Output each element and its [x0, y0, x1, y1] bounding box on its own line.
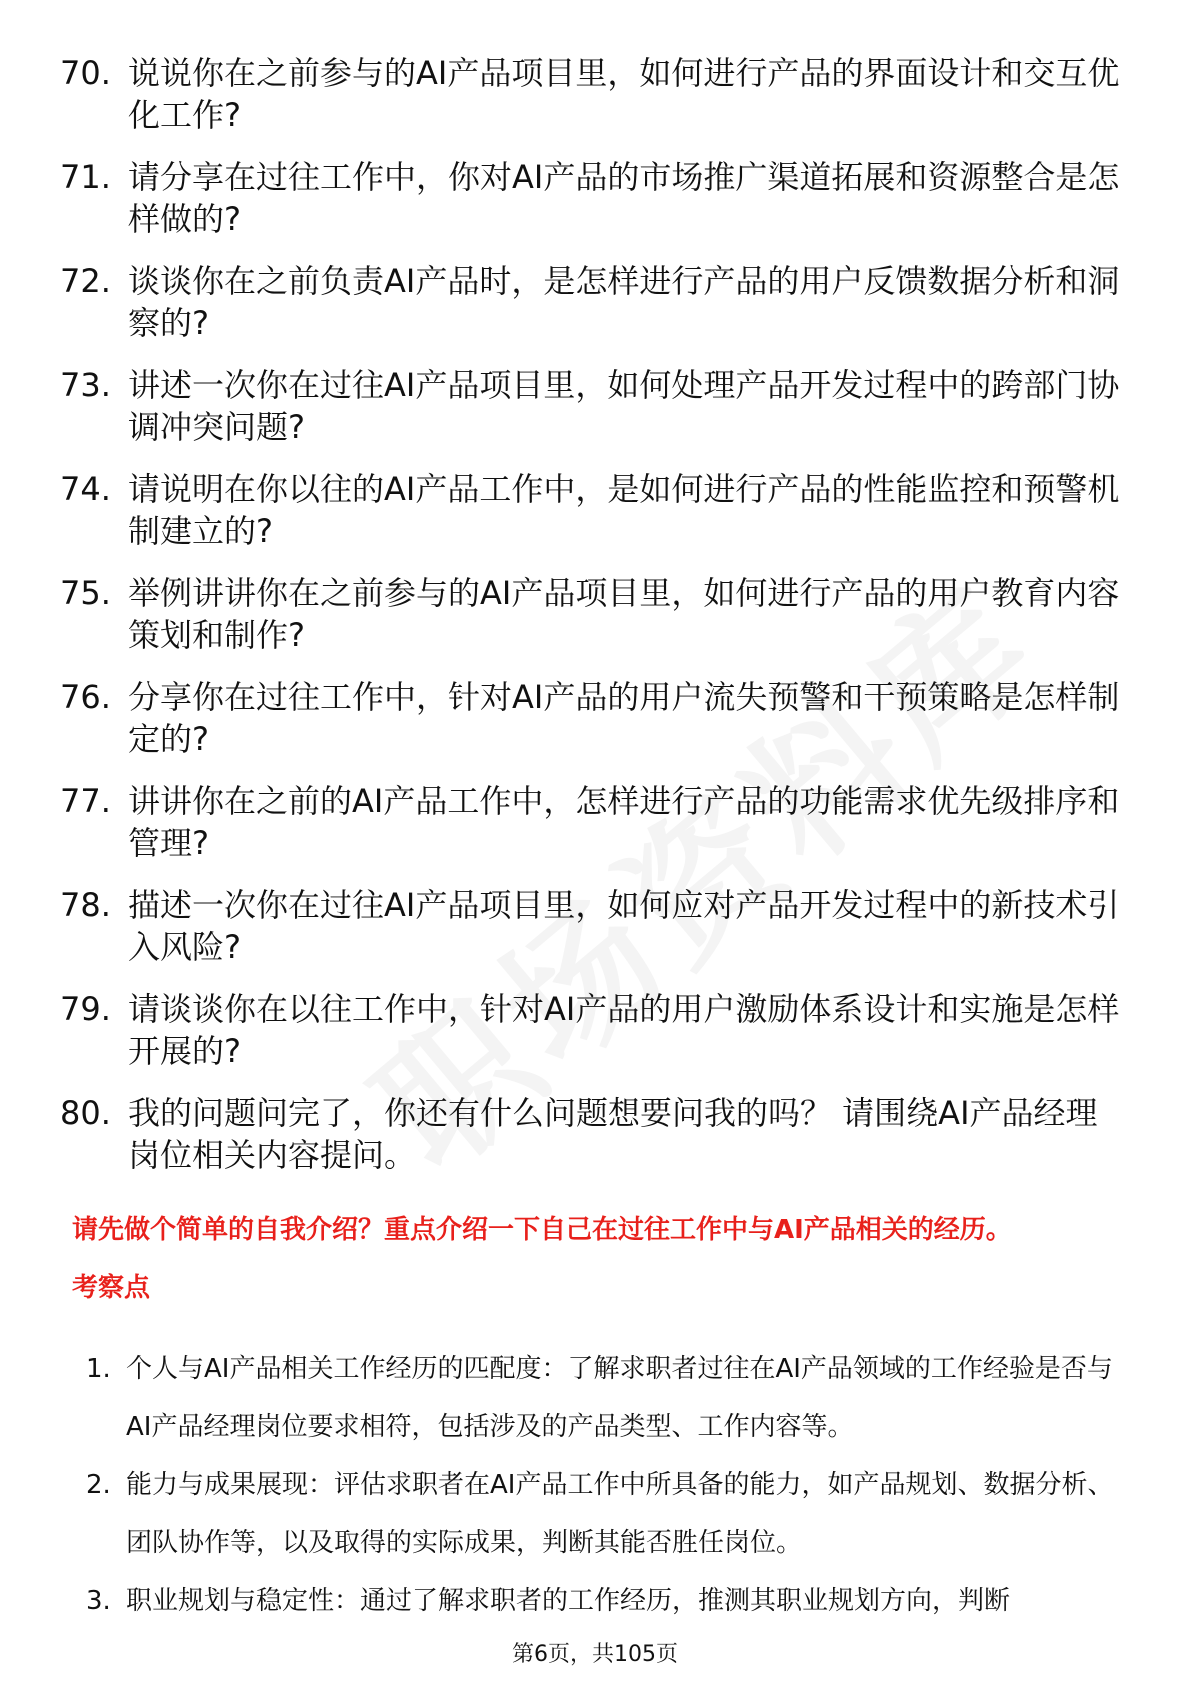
question-number: 79.	[60, 990, 111, 1028]
point-number: 3.	[86, 1586, 111, 1616]
assessment-point	[0, 1572, 1190, 1688]
point-text: 职业规划与稳定性：通过了解求职者的工作经历，推测其职业规划方向，判断	[126, 1586, 1011, 1616]
question-list	[0, 52, 1190, 1196]
question-text: 谈谈你在之前负责AI产品时，是怎样进行产品的用户反馈数据分析和洞察的?	[128, 262, 1120, 342]
question-item	[0, 468, 1190, 572]
question-number: 76.	[60, 678, 111, 716]
question-text: 讲讲你在之前的AI产品工作中，怎样进行产品的功能需求优先级排序和管理?	[128, 782, 1120, 862]
question-item	[0, 52, 1190, 156]
question-text: 分享你在过往工作中，针对AI产品的用户流失预警和干预策略是怎样制定的?	[128, 678, 1120, 758]
question-number: 80.	[60, 1094, 111, 1132]
question-text: 说说你在之前参与的AI产品项目里，如何进行产品的界面设计和交互优化工作?	[128, 54, 1120, 134]
question-text: 举例讲讲你在之前参与的AI产品项目里，如何进行产品的用户教育内容策划和制作?	[128, 574, 1120, 654]
question-item	[0, 884, 1190, 988]
section-title: 考察点	[72, 1273, 151, 1303]
question-item	[0, 988, 1190, 1092]
question-number: 70.	[60, 54, 111, 92]
question-text: 描述一次你在过往AI产品项目里，如何应对产品开发过程中的新技术引入风险?	[128, 886, 1120, 966]
question-text: 我的问题问完了，你还有什么问题想要问我的吗？ 请围绕AI产品经理岗位相关内容提问。	[128, 1094, 1098, 1174]
question-number: 74.	[60, 470, 111, 508]
assessment-point	[0, 1456, 1190, 1572]
question-item	[0, 1092, 1190, 1196]
question-number: 77.	[60, 782, 111, 820]
question-text: 请说明在你以往的AI产品工作中，是如何进行产品的性能监控和预警机制建立的?	[128, 470, 1120, 550]
question-item	[0, 572, 1190, 676]
question-item	[0, 676, 1190, 780]
point-text: 能力与成果展现：评估求职者在AI产品工作中所具备的能力，如产品规划、数据分析、团队协作等，以及取得的实际成果，判断其能否胜任岗位。	[126, 1470, 1114, 1558]
assessment-point	[0, 1340, 1190, 1456]
question-item	[0, 156, 1190, 260]
point-number: 1.	[86, 1354, 111, 1384]
question-text: 讲述一次你在过往AI产品项目里，如何处理产品开发过程中的跨部门协调冲突问题?	[128, 366, 1120, 446]
question-number: 73.	[60, 366, 111, 404]
question-number: 71.	[60, 158, 111, 196]
question-item	[0, 260, 1190, 364]
question-text: 请谈谈你在以往工作中，针对AI产品的用户激励体系设计和实施是怎样开展的?	[128, 990, 1120, 1070]
assessment-points-list	[0, 1340, 1190, 1688]
point-number: 2.	[86, 1470, 111, 1500]
question-text: 请分享在过往工作中，你对AI产品的市场推广渠道拓展和资源整合是怎样做的?	[128, 158, 1120, 238]
question-number: 78.	[60, 886, 111, 924]
question-item	[0, 364, 1190, 468]
point-text: 个人与AI产品相关工作经历的匹配度：了解求职者过往在AI产品领域的工作经验是否与AI产品经理岗位要求相符，包括涉及的产品类型、工作内容等。	[126, 1354, 1113, 1442]
question-number: 75.	[60, 574, 111, 612]
page-number-footer: 第6页，共105页	[512, 1642, 678, 1667]
question-item	[0, 780, 1190, 884]
highlight-question: 请先做个简单的自我介绍？重点介绍一下自己在过往工作中与AI产品相关的经历。	[72, 1215, 1012, 1245]
question-number: 72.	[60, 262, 111, 300]
